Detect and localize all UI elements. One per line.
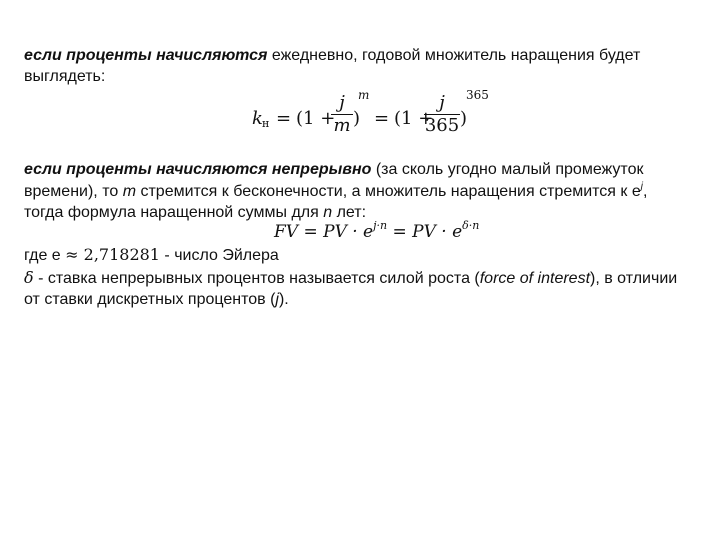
formula1-denominator-365: 365 <box>424 115 460 136</box>
formula1-numerator: j <box>339 92 345 113</box>
formula1-numerator-2: j <box>439 92 445 113</box>
delta-text-2b: ). <box>278 291 289 308</box>
delta-text-b: ), в отличии <box>590 270 678 287</box>
para2-emphasis: если проценты начисляются непрерывно <box>24 161 372 178</box>
para1-text-2: выглядеть: <box>24 68 106 85</box>
para2-text: (за сколь угодно малый промежуток <box>371 161 644 178</box>
para2-sup-j: j <box>640 181 643 192</box>
delta-term: force of interest <box>479 270 591 287</box>
formula-continuous <box>274 219 480 242</box>
formula1-close-paren-2: ) <box>460 108 468 129</box>
para2-text-3a: тогда формула наращенной суммы для <box>24 204 324 221</box>
formula1-power-365: 365 <box>466 88 489 102</box>
formula1-equals: = <box>276 108 292 129</box>
formula2-lhs: FV = PV · e <box>274 222 374 242</box>
euler-value: ≈ 2,718281 <box>65 245 160 264</box>
para2-text-2a: времени), то <box>24 183 123 200</box>
para2-var-m: m <box>122 183 137 200</box>
delta-symbol: δ <box>24 268 34 287</box>
para1-text: ежедневно, годовой множитель наращения будет <box>267 47 641 64</box>
para1-emphasis: если проценты начисляются <box>24 47 268 64</box>
para2-line2 <box>24 182 647 204</box>
para2-line1 <box>24 160 643 180</box>
delta-line2 <box>24 290 289 310</box>
formula1-fraction-j-365 <box>424 92 460 137</box>
formula1-k-sub: н <box>262 117 270 130</box>
formula1-k: k <box>252 108 263 129</box>
delta-text-2a: от ставки дискретных процентов ( <box>24 291 276 308</box>
formula2-sup-jn: j·n <box>373 219 388 232</box>
delta-var-j: j <box>275 291 279 308</box>
formula1-close-paren: ) <box>353 108 361 129</box>
delta-text-a: - ставка непрерывных процентов называется силой роста ( <box>33 270 480 287</box>
para2-comma: , <box>642 183 648 200</box>
delta-line1 <box>24 268 677 289</box>
formula1-equals-2: = <box>374 108 390 129</box>
formula2-sup-delta-n: δ·n <box>462 219 480 232</box>
para1-line2 <box>24 67 105 87</box>
para1-line1 <box>24 46 640 66</box>
euler-prefix: где е <box>24 247 66 264</box>
formula1-open-paren-2: (1 + <box>394 108 434 129</box>
para2-text-3b: лет: <box>332 204 367 221</box>
formula1-power-m: m <box>358 88 370 102</box>
formula2-mid: = PV · e <box>387 222 463 242</box>
formula1-denominator: m <box>333 115 351 136</box>
euler-line <box>24 245 279 266</box>
euler-suffix: - число Эйлера <box>159 247 279 264</box>
para2-text-2b: стремится к бесконечности, а множитель наращения стремится к e <box>136 183 641 200</box>
formula1-open-paren: (1 + <box>296 108 336 129</box>
formula1-fraction-j-m <box>331 92 353 137</box>
para2-line3 <box>24 203 366 223</box>
para2-var-n: n <box>323 204 333 221</box>
